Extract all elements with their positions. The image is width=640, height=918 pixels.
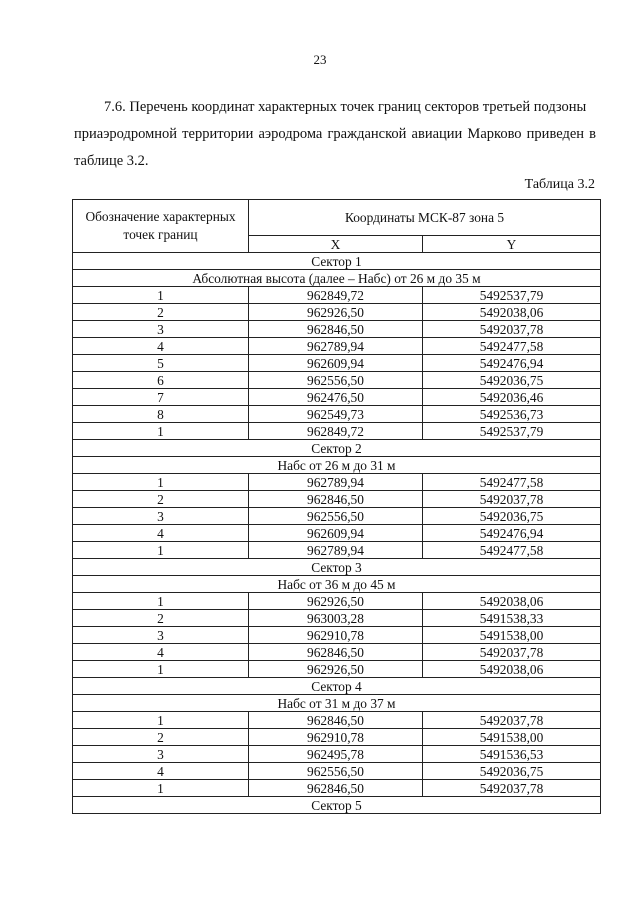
y-coordinate: 5492536,73 — [423, 406, 601, 423]
table-row — [73, 423, 601, 440]
point-number: 1 — [73, 780, 249, 797]
x-coordinate: 962926,50 — [249, 661, 423, 678]
table-row — [73, 338, 601, 355]
intro-paragraph-line1: 7.6. Перечень координат характерных точек границ секторов третьей подзоны — [104, 99, 587, 115]
x-coordinate: 962609,94 — [249, 355, 423, 372]
table-row — [73, 287, 601, 304]
intro-paragraph — [74, 94, 596, 175]
y-coordinate: 5492476,94 — [423, 355, 601, 372]
y-coordinate: 5492537,79 — [423, 423, 601, 440]
y-coordinate: 5492036,75 — [423, 508, 601, 525]
point-number: 3 — [73, 508, 249, 525]
sector-title: Сектор 4 — [73, 678, 601, 695]
table-row — [73, 508, 601, 525]
point-number: 1 — [73, 287, 249, 304]
x-coordinate: 962846,50 — [249, 712, 423, 729]
point-number: 8 — [73, 406, 249, 423]
x-coordinate: 962849,72 — [249, 423, 423, 440]
point-number: 4 — [73, 644, 249, 661]
sector-height-label: Набс от 31 м до 37 м — [73, 695, 601, 712]
x-coordinate: 962549,73 — [249, 406, 423, 423]
y-coordinate: 5492036,46 — [423, 389, 601, 406]
table-body — [73, 253, 601, 814]
point-number: 1 — [73, 542, 249, 559]
y-coordinate: 5492037,78 — [423, 780, 601, 797]
y-coordinate: 5492037,78 — [423, 712, 601, 729]
point-number: 7 — [73, 389, 249, 406]
point-number: 1 — [73, 712, 249, 729]
x-coordinate: 962910,78 — [249, 729, 423, 746]
x-coordinate: 962789,94 — [249, 542, 423, 559]
point-number: 2 — [73, 304, 249, 321]
table-row — [73, 593, 601, 610]
y-coordinate: 5492036,75 — [423, 763, 601, 780]
point-number: 2 — [73, 729, 249, 746]
sector-title: Сектор 3 — [73, 559, 601, 576]
table-row — [73, 729, 601, 746]
x-coordinate: 962926,50 — [249, 593, 423, 610]
y-coordinate: 5491538,00 — [423, 729, 601, 746]
point-number: 2 — [73, 491, 249, 508]
point-number: 2 — [73, 610, 249, 627]
y-coordinate: 5492036,75 — [423, 372, 601, 389]
x-coordinate: 962556,50 — [249, 372, 423, 389]
y-coordinate: 5492037,78 — [423, 321, 601, 338]
header-y: Y — [423, 235, 601, 252]
table-row — [73, 406, 601, 423]
point-number: 5 — [73, 355, 249, 372]
sector-height-row — [73, 457, 601, 474]
table-row — [73, 542, 601, 559]
header-coordinates: Координаты МСК-87 зона 5 — [249, 200, 601, 236]
x-coordinate: 962846,50 — [249, 780, 423, 797]
y-coordinate: 5492477,58 — [423, 542, 601, 559]
point-number: 1 — [73, 593, 249, 610]
point-number: 4 — [73, 763, 249, 780]
x-coordinate: 962556,50 — [249, 763, 423, 780]
table-row — [73, 304, 601, 321]
header-points: Обозначение характерных точек границ — [73, 200, 249, 253]
y-coordinate: 5492038,06 — [423, 304, 601, 321]
table-row — [73, 712, 601, 729]
point-number: 3 — [73, 321, 249, 338]
y-coordinate: 5492037,78 — [423, 644, 601, 661]
x-coordinate: 962926,50 — [249, 304, 423, 321]
y-coordinate: 5492038,06 — [423, 593, 601, 610]
y-coordinate: 5491536,53 — [423, 746, 601, 763]
y-coordinate: 5492477,58 — [423, 474, 601, 491]
header-x: X — [249, 235, 423, 252]
point-number: 4 — [73, 525, 249, 542]
table-row — [73, 525, 601, 542]
sector-title-row — [73, 253, 601, 270]
point-number: 3 — [73, 746, 249, 763]
table-row — [73, 644, 601, 661]
x-coordinate: 962846,50 — [249, 321, 423, 338]
sector-title-row — [73, 678, 601, 695]
point-number: 1 — [73, 661, 249, 678]
y-coordinate: 5492537,79 — [423, 287, 601, 304]
table-row — [73, 746, 601, 763]
x-coordinate: 962789,94 — [249, 474, 423, 491]
table-row — [73, 780, 601, 797]
sector-title-row — [73, 440, 601, 457]
x-coordinate: 962846,50 — [249, 491, 423, 508]
sector-title-row — [73, 797, 601, 814]
table-row — [73, 627, 601, 644]
x-coordinate: 962910,78 — [249, 627, 423, 644]
table-row — [73, 491, 601, 508]
y-coordinate: 5491538,33 — [423, 610, 601, 627]
sector-title: Сектор 1 — [73, 253, 601, 270]
point-number: 3 — [73, 627, 249, 644]
coordinates-table — [72, 199, 601, 814]
table-row — [73, 389, 601, 406]
intro-paragraph-rest: приаэродромной территории аэродрома гражданской авиации Марково приведен в таблице 3.2. — [74, 126, 596, 169]
y-coordinate: 5492038,06 — [423, 661, 601, 678]
sector-title-row — [73, 559, 601, 576]
sector-title: Сектор 2 — [73, 440, 601, 457]
sector-title: Сектор 5 — [73, 797, 601, 814]
point-number: 4 — [73, 338, 249, 355]
sector-height-label: Абсолютная высота (далее – Набс) от 26 м до 35 м — [73, 270, 601, 287]
x-coordinate: 962789,94 — [249, 338, 423, 355]
sector-height-row — [73, 270, 601, 287]
x-coordinate: 962609,94 — [249, 525, 423, 542]
x-coordinate: 962846,50 — [249, 644, 423, 661]
table-row — [73, 372, 601, 389]
table-row — [73, 474, 601, 491]
point-number: 1 — [73, 474, 249, 491]
sector-height-row — [73, 695, 601, 712]
x-coordinate: 962495,78 — [249, 746, 423, 763]
table-row — [73, 661, 601, 678]
sector-height-label: Набс от 26 м до 31 м — [73, 457, 601, 474]
sector-height-row — [73, 576, 601, 593]
table-row — [73, 355, 601, 372]
table-caption: Таблица 3.2 — [524, 177, 595, 192]
table-row — [73, 763, 601, 780]
x-coordinate: 962556,50 — [249, 508, 423, 525]
y-coordinate: 5491538,00 — [423, 627, 601, 644]
table-row — [73, 321, 601, 338]
x-coordinate: 962476,50 — [249, 389, 423, 406]
point-number: 6 — [73, 372, 249, 389]
point-number: 1 — [73, 423, 249, 440]
y-coordinate: 5492476,94 — [423, 525, 601, 542]
x-coordinate: 963003,28 — [249, 610, 423, 627]
y-coordinate: 5492037,78 — [423, 491, 601, 508]
x-coordinate: 962849,72 — [249, 287, 423, 304]
sector-height-label: Набс от 36 м до 45 м — [73, 576, 601, 593]
page-number: 23 — [313, 52, 327, 67]
table-row — [73, 610, 601, 627]
y-coordinate: 5492477,58 — [423, 338, 601, 355]
